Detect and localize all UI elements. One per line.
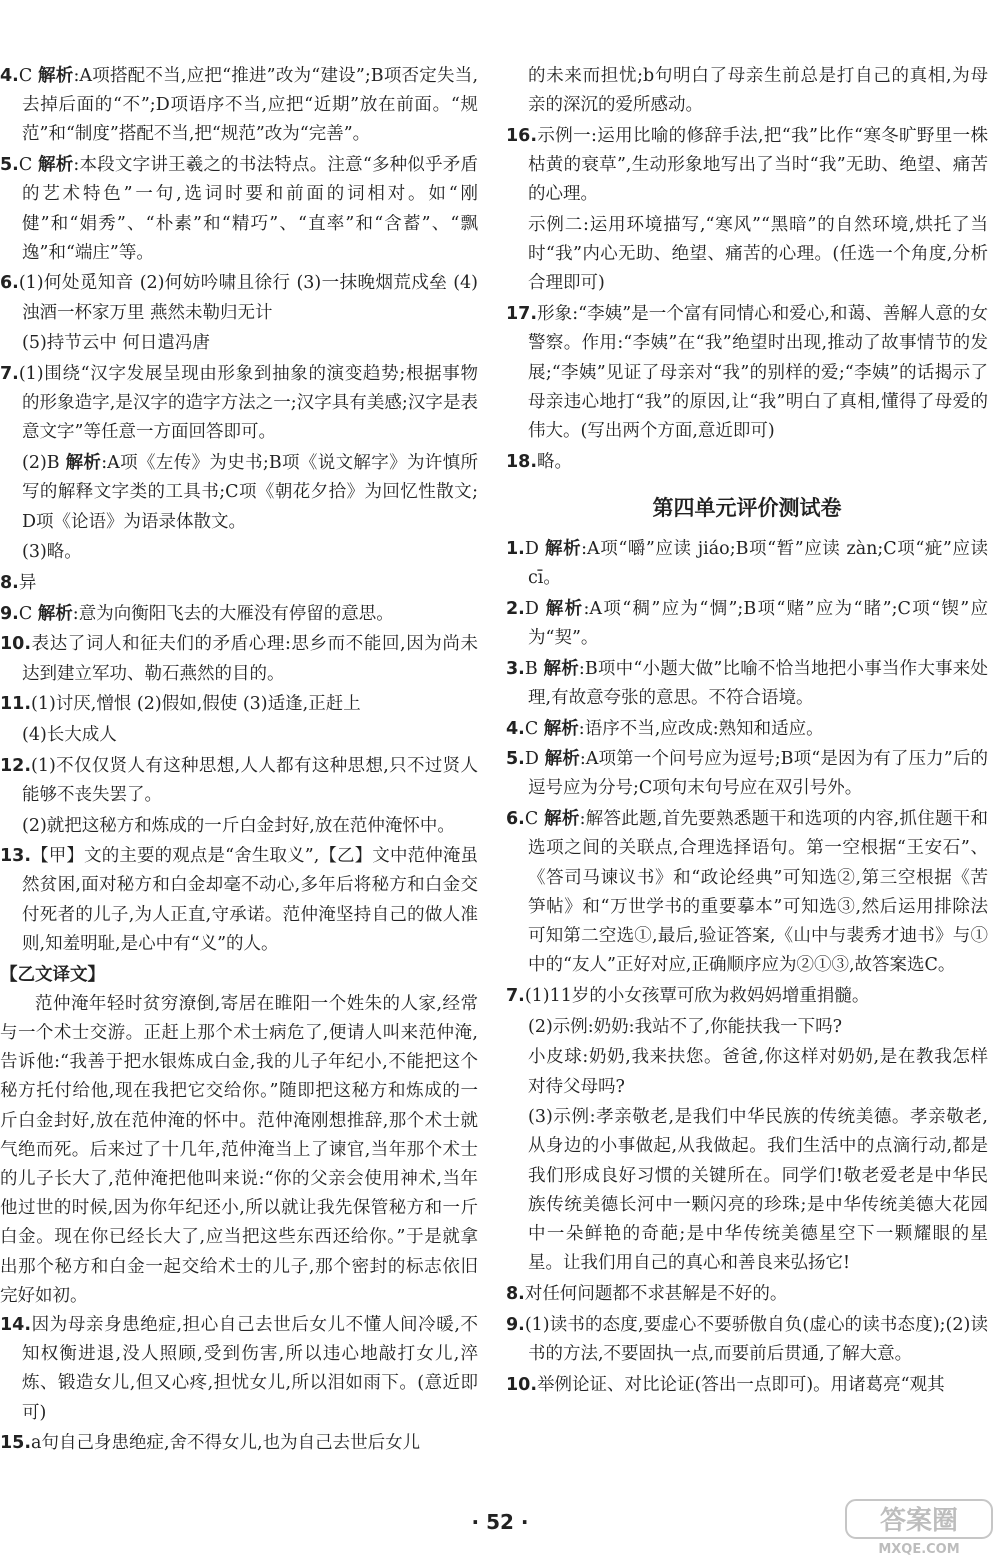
watermark-logo-icon	[844, 1498, 994, 1556]
test-item-7: 7.(1)11岁的小女孩覃可欣为救妈妈增重捐髓。	[506, 985, 870, 1006]
answer-item-9: 9.C 解析:意为向衡阳飞去的大雁没有停留的意思。	[0, 603, 394, 624]
test-item-7-dialogue: 小皮球:奶奶,我来扶您。爸爸,你这样对奶奶,是在教我怎样对待父母吗?	[528, 1047, 988, 1097]
answer-item-15-continued: 的未来而担忧;b句明白了母亲生前总是打自己的真相,为母亲的深沉的爱所感动。	[528, 66, 988, 116]
watermark-url: MXQE.COM	[878, 1542, 960, 1556]
answer-item-18: 18.略。	[506, 451, 573, 472]
test-item-6: 6.C 解析:解答此题,首先要熟悉题干和选项的内容,抓住题干和选项之间的关联点,合理选择语句。第一空根据“王安石”、《答司马谏议书》和“政论经典”可知选②,第三空根据《苦笋帖》和“万世学书的重要摹本”可知选③,然后运用排除法可知第二空选①,最后,验证答案,《山中与裴秀才迪书》与①中的“友人”正好对应,正确顺序应为②①③,故答案选C。	[506, 809, 988, 976]
answer-item-8: 8.异	[0, 572, 37, 593]
answer-item-16-example2: 示例二:运用环境描写,“寒风”“黑暗”的自然环境,烘托了当时“我”内心无助、绝望、痛苦的心理。(任选一个角度,分析合理即可)	[528, 215, 988, 294]
test-item-8: 8.对任何问题都不求甚解是不好的。	[506, 1283, 788, 1304]
test-item-7-part2: (2)示例:奶奶:我站不了,你能扶我一下吗?	[528, 1016, 843, 1037]
test-item-1: 1.D 解析:A项“嚼”应读 jiáo;B项“暂”应读 zàn;C项“疵”应读 cī。	[506, 538, 989, 589]
translation-text: 范仲淹年轻时贫穷潦倒,寄居在睢阳一个姓朱的人家,经常与一个术士交游。正赶上那个术士病危了,便请人叫来范仲淹,告诉他:“我善于把水银炼成白金,我的儿子年纪小,不能把这个秘方托付给他,现在我把它交给你。”随即把这秘方和炼成的一斤白金封好,放在范仲淹的怀中。范仲淹刚想推辞,那个术士就气绝而死。后来过了十几年,范仲淹当上了谏官,当年那个术士的儿子长大了,范仲淹把他叫来说:“你的父亲会使用神术,当年他过世的时候,因为你年纪还小,所以就让我先保管秘方和一斤白金。现在你已经长大了,应当把这些东西还给你。”于是就拿出那个秘方和白金一起交给术士的儿子,那个密封的标志依旧完好如初。	[0, 993, 478, 1306]
answer-item-17: 17.形象:“李姨”是一个富有同情心和爱心,和蔼、善解人意的女警察。作用:“李姨”在“我”绝望时出现,推动了故事情节的发展;“李姨”见证了母亲对“我”的别样的爱;“李姨”的话揭示了母亲违心地打“我”的原因,让“我”明白了真相,懂得了母爱的伟大。(写出两个方面,意近即可)	[506, 304, 988, 441]
answer-item-4: 4.C 解析:A项搭配不当,应把“推进”改为“建设”;B项否定失当,去掉后面的“不”;D项语序不当,应把“近期”放在前面。“规范”和“制度”搭配不当,把“规范”改为“完善”。	[0, 66, 479, 145]
answer-item-12: 12.(1)不仅仅贤人有这种思想,人人都有这种思想,只不过贤人能够不丧失罢了。	[0, 755, 478, 805]
test-item-2: 2.D 解析:A项“稠”应为“惆”;B项“赌”应为“睹”;C项“锲”应为“契”。	[506, 598, 989, 648]
answer-item-6-part5: (5)持节云中 何日遣冯唐	[22, 333, 210, 354]
left-column	[0, 62, 478, 1460]
answer-item-7-part2: (2)B 解析:A项《左传》为史书;B项《说文解字》为许慎所写的解释文字类的工具书;C项《朝花夕拾》为回忆性散文;D项《论语》为语录体散文。	[22, 453, 478, 532]
answer-item-15: 15.a句自己身患绝症,舍不得女儿,也为自己去世后女儿	[0, 1433, 421, 1454]
answer-item-7-part3: (3)略。	[22, 542, 82, 563]
answer-item-14: 14.因为母亲身患绝症,担心自己去世后女儿不懂人间冷暖,不知权衡进退,没人照顾,受到伤害,所以违心地敲打女儿,淬炼、锻造女儿,但又心疼,担忧女儿,所以泪如雨下。(意近即可)	[0, 1315, 478, 1423]
test-item-10: 10.举例论证、对比论证(答出一点即可)。用诸葛亮“观其	[506, 1374, 945, 1395]
page-number: · 52 ·	[471, 1510, 529, 1534]
answer-item-13: 13.【甲】文的主要的观点是“舍生取义”,【乙】文中范仲淹虽然贫困,面对秘方和白金却毫不动心,多年后将秘方和白金交付死者的儿子,为人正直,守承诺。范仲淹坚持自己的做人准则,知羞明耻,是心中有“义”的人。	[0, 846, 478, 954]
test-item-7-part3: (3)示例:孝亲敬老,是我们中华民族的传统美德。孝亲敬老,从身边的小事做起,从我做起。我们生活中的点滴行动,都是我们形成良好习惯的关键所在。同学们!敬老爱老是中华民族传统美德长河中一颗闪亮的珍珠;是中华传统美德大花园中一朵鲜艳的奇葩;是中华传统美德星空下一颗耀眼的星星。让我们用自己的真心和善良来弘扬它!	[528, 1107, 988, 1274]
right-column	[506, 62, 988, 1401]
test-item-9: 9.(1)读书的态度,要虚心不要骄傲自负(虚心的读书态度);(2)读书的方法,不要固执一点,而要前后贯通,了解大意。	[506, 1314, 988, 1364]
answer-item-10: 10.表达了词人和征夫们的矛盾心理:思乡而不能回,因为尚未达到建立军功、勒石燕然的目的。	[0, 634, 478, 684]
test-item-3: 3.B 解析:B项中“小题大做”比喻不恰当地把小事当作大事来处理,有故意夸张的意思。不符合语境。	[506, 658, 988, 708]
answer-item-6: 6.(1)何处觅知音 (2)何妨吟啸且徐行 (3)一抹晚烟荒戍垒 (4)浊酒一杯家万里 燕然未勒归无计	[0, 273, 478, 323]
translation-heading: 【乙文译文】	[0, 964, 105, 985]
test-item-4: 4.C 解析:语序不当,应改成:熟知和适应。	[506, 718, 824, 739]
watermark-text: 答案圈	[879, 1506, 959, 1536]
answer-item-7: 7.(1)围绕“汉字发展呈现由形象到抽象的演变趋势;根据事物的形象造字,是汉字的造字方法之一;汉字具有美感;汉字是表意文字”等任意一方面回答即可。	[0, 364, 478, 443]
answer-item-11: 11.(1)讨厌,憎恨 (2)假如,假使 (3)适逢,正赶上	[0, 694, 361, 715]
section-title: 第四单元评价测试卷	[652, 495, 842, 520]
answer-item-12-part2: (2)就把这秘方和炼成的一斤白金封好,放在范仲淹怀中。	[22, 815, 455, 836]
test-item-5: 5.D 解析:A项第一个问号应为逗号;B项“是因为有了压力”后的逗号应为分号;C项句末句号应在双引号外。	[506, 749, 988, 799]
answer-item-16: 16.示例一:运用比喻的修辞手法,把“我”比作“寒冬旷野里一株枯黄的衰草”,生动形象地写出了当时“我”无助、绝望、痛苦的心理。	[506, 125, 988, 205]
answer-item-5: 5.C 解析:本段文字讲王羲之的书法特点。注意“多种似乎矛盾的艺术特色”一句,选词时要和前面的词相对。如“刚健”和“娟秀”、“朴素”和“精巧”、“直率”和“含蓄”、“飘逸”和“端庄”等。	[0, 155, 479, 263]
answer-item-11-part4: (4)长大成人	[22, 724, 117, 745]
